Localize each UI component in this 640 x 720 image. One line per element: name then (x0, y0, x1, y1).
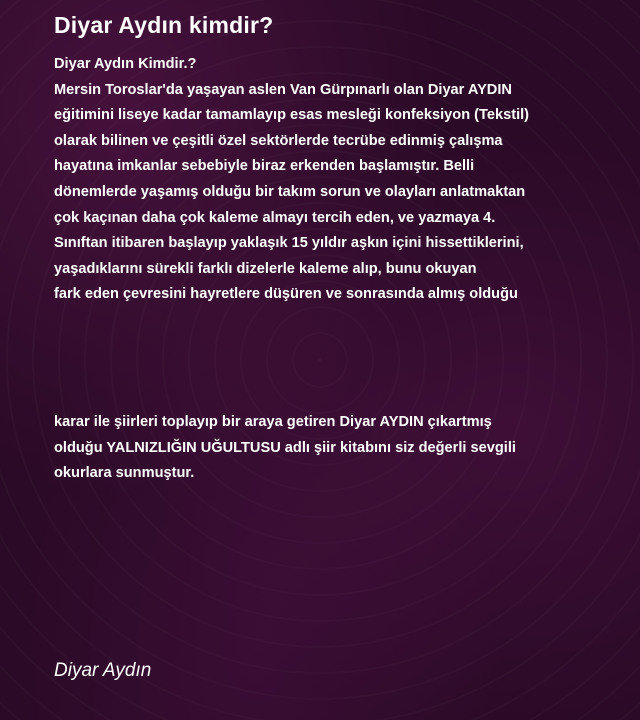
text-line: yaşadıklarını sürekli farklı dizelerle kaleme alıp, bunu okuyan (54, 260, 477, 277)
text-line: karar ile şiirleri toplayıp bir araya getiren Diyar AYDIN çıkartmış (54, 414, 492, 430)
poem-title: Diyar Aydın kimdir? (54, 12, 274, 38)
text-line: fark eden çevresini hayretlere düşüren ve sonrasında almış olduğu (54, 286, 518, 303)
text-line: olduğu YALNIZLIĞIN UĞULTUSU adlı şiir kitabını siz değerli sevgili (54, 439, 516, 456)
text-line: Mersin Toroslar'da yaşayan aslen Van Gürpınarlı olan Diyar AYDIN (54, 81, 512, 98)
text-line: okurlara sunmuştur. (54, 465, 195, 482)
poem-paragraph-2 (54, 410, 614, 487)
text-line: Sınıftan itibaren başlayıp yaklaşık 15 yıldır aşkın içini hissettiklerini, (54, 235, 524, 252)
text-line: dönemlerde yaşamış olduğu bir takım sorun ve olayları anlatmaktan (54, 183, 526, 200)
text-line: olarak bilinen ve çeşitli özel sektörlerde tecrübe edinmiş çalışma (54, 132, 503, 149)
poem-paragraph-1 (54, 52, 614, 308)
text-line: çok kaçınan daha çok kaleme almayı tercih eden, ve yazmaya 4. (54, 209, 496, 226)
text-line: eğitimini liseye kadar tamamlayıp esas mesleği konfeksiyon (Tekstil) (54, 107, 530, 124)
text-line: Diyar Aydın Kimdir.? (54, 56, 197, 72)
poem-author: Diyar Aydın (54, 660, 152, 681)
text-line: hayatına imkanlar sebebiyle biraz erkenden başlamıştır. Belli (54, 158, 475, 175)
